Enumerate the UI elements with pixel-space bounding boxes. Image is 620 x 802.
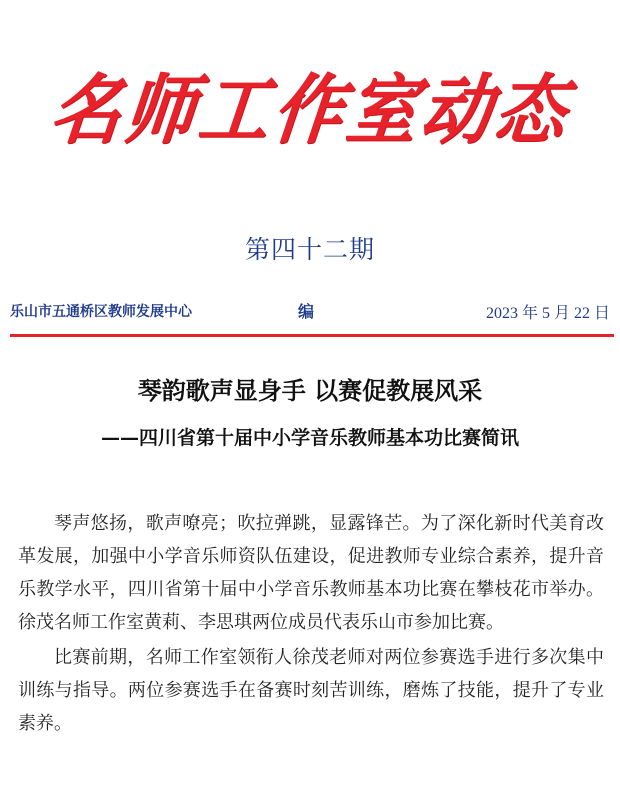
publisher-name: 乐山市五通桥区教师发展中心 [10, 304, 192, 320]
masthead-title: 名师工作室动态 [46, 65, 574, 155]
article-title: 琴韵歌声显身手 以赛促教展风采 [137, 376, 483, 405]
masthead-banner [14, 52, 606, 168]
article-paragraph: 琴声悠扬，歌声嘹亮；吹拉弹跳，显露锋芒。为了深化新时代美育改革发展，加强中小学音乐师资队伍建设，促进教师专业综合素养，提升音乐教学水平，四川省第十届中小学音乐教师基本功比赛在攀枝花市举办。徐茂名师工作室黄莉、李思琪两位成员代表乐山市参加比赛。 [18, 513, 604, 633]
issue-number: 第四十二期 [244, 235, 375, 264]
publication-info-row [10, 299, 610, 323]
article-body [18, 507, 604, 740]
article-paragraph: 比赛前期，名师工作室领衔人徐茂老师对两位参赛选手进行多次集中训练与指导。两位参赛选手在备赛时刻苦训练，磨炼了技能，提升了专业素养。 [18, 647, 604, 734]
edit-mark: 编 [298, 302, 315, 321]
article-subtitle: ——四川省第十届中小学音乐教师基本功比赛简讯 [100, 427, 519, 449]
publication-date: 2023 年 5 月 22 日 [485, 305, 610, 322]
header-divider [10, 334, 614, 337]
